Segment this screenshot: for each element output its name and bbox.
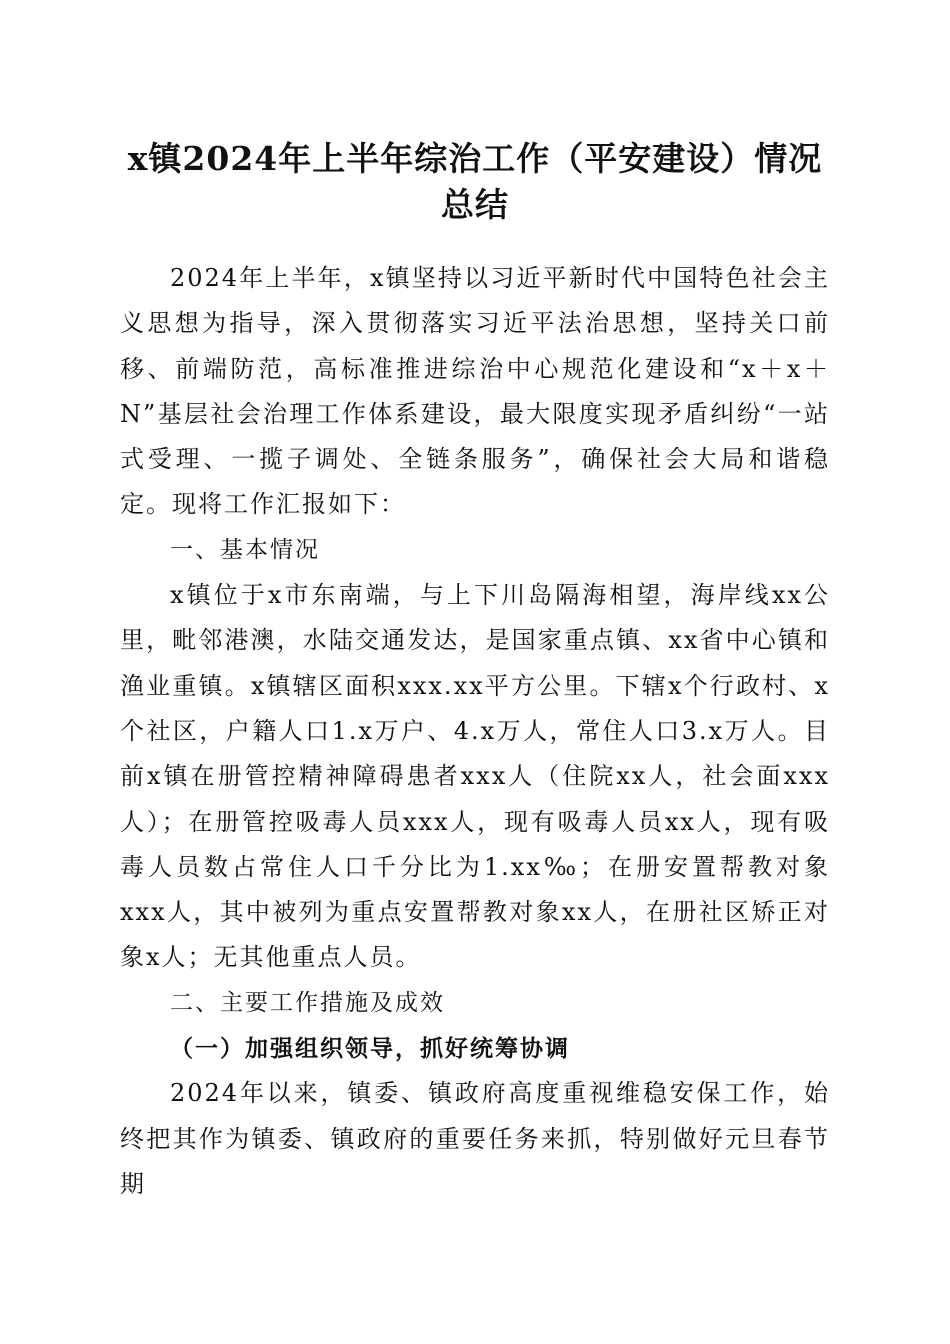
basic-situation-paragraph: x镇位于x市东南端，与上下川岛隔海相望，海岸线xx公里，毗邻港澳，水陆交通发达，是国家重点镇、xx省中心镇和渔业重镇。x镇辖区面积xxx.xx平方公里。下辖x个行政村、x个社区，户籍人口1.x万户、4.x万人，常住人口3.x万人。目前x镇在册管控精神障碍患者xxx人（住院xx人，社会面xxx人）；在册管控吸毒人员xxx人，现有吸毒人员xx人，现有吸毒人员数占常住人口千分比为1.xx‰；在册安置帮教对象xxx人，其中被列为重点安置帮教对象xx人，在册社区矫正对象x人；无其他重点人员。 [120, 581, 830, 972]
section-heading-main-measures: 二、主要工作措施及成效 [170, 989, 445, 1016]
section-heading-basic-situation: 一、基本情况 [170, 536, 320, 563]
title-line-2: 总结 [441, 185, 509, 224]
intro-paragraph: 2024年上半年，x镇坚持以习近平新时代中国特色社会主义思想为指导，深入贯彻落实习近平法治思想，坚持关口前移、前端防范，高标准推进综治中心规范化建设和“x＋x＋N”基层社会治理工作体系建设，最大限度实现矛盾纠纷“一站式受理、一揽子调处、全链条服务”，确保社会大局和谐稳定。现将工作汇报如下： [120, 264, 830, 519]
document-body [120, 256, 830, 1207]
subsection-heading-organization: （一）加强组织领导，抓好统筹协调 [170, 1035, 570, 1063]
document-title [100, 136, 850, 228]
title-line-1: x镇2024年上半年综治工作（平安建设）情况 [127, 139, 823, 178]
organization-paragraph: 2024年以来，镇委、镇政府高度重视维稳安保工作，始终把其作为镇委、镇政府的重要任务来抓，特别做好元旦春节期 [120, 1079, 830, 1198]
